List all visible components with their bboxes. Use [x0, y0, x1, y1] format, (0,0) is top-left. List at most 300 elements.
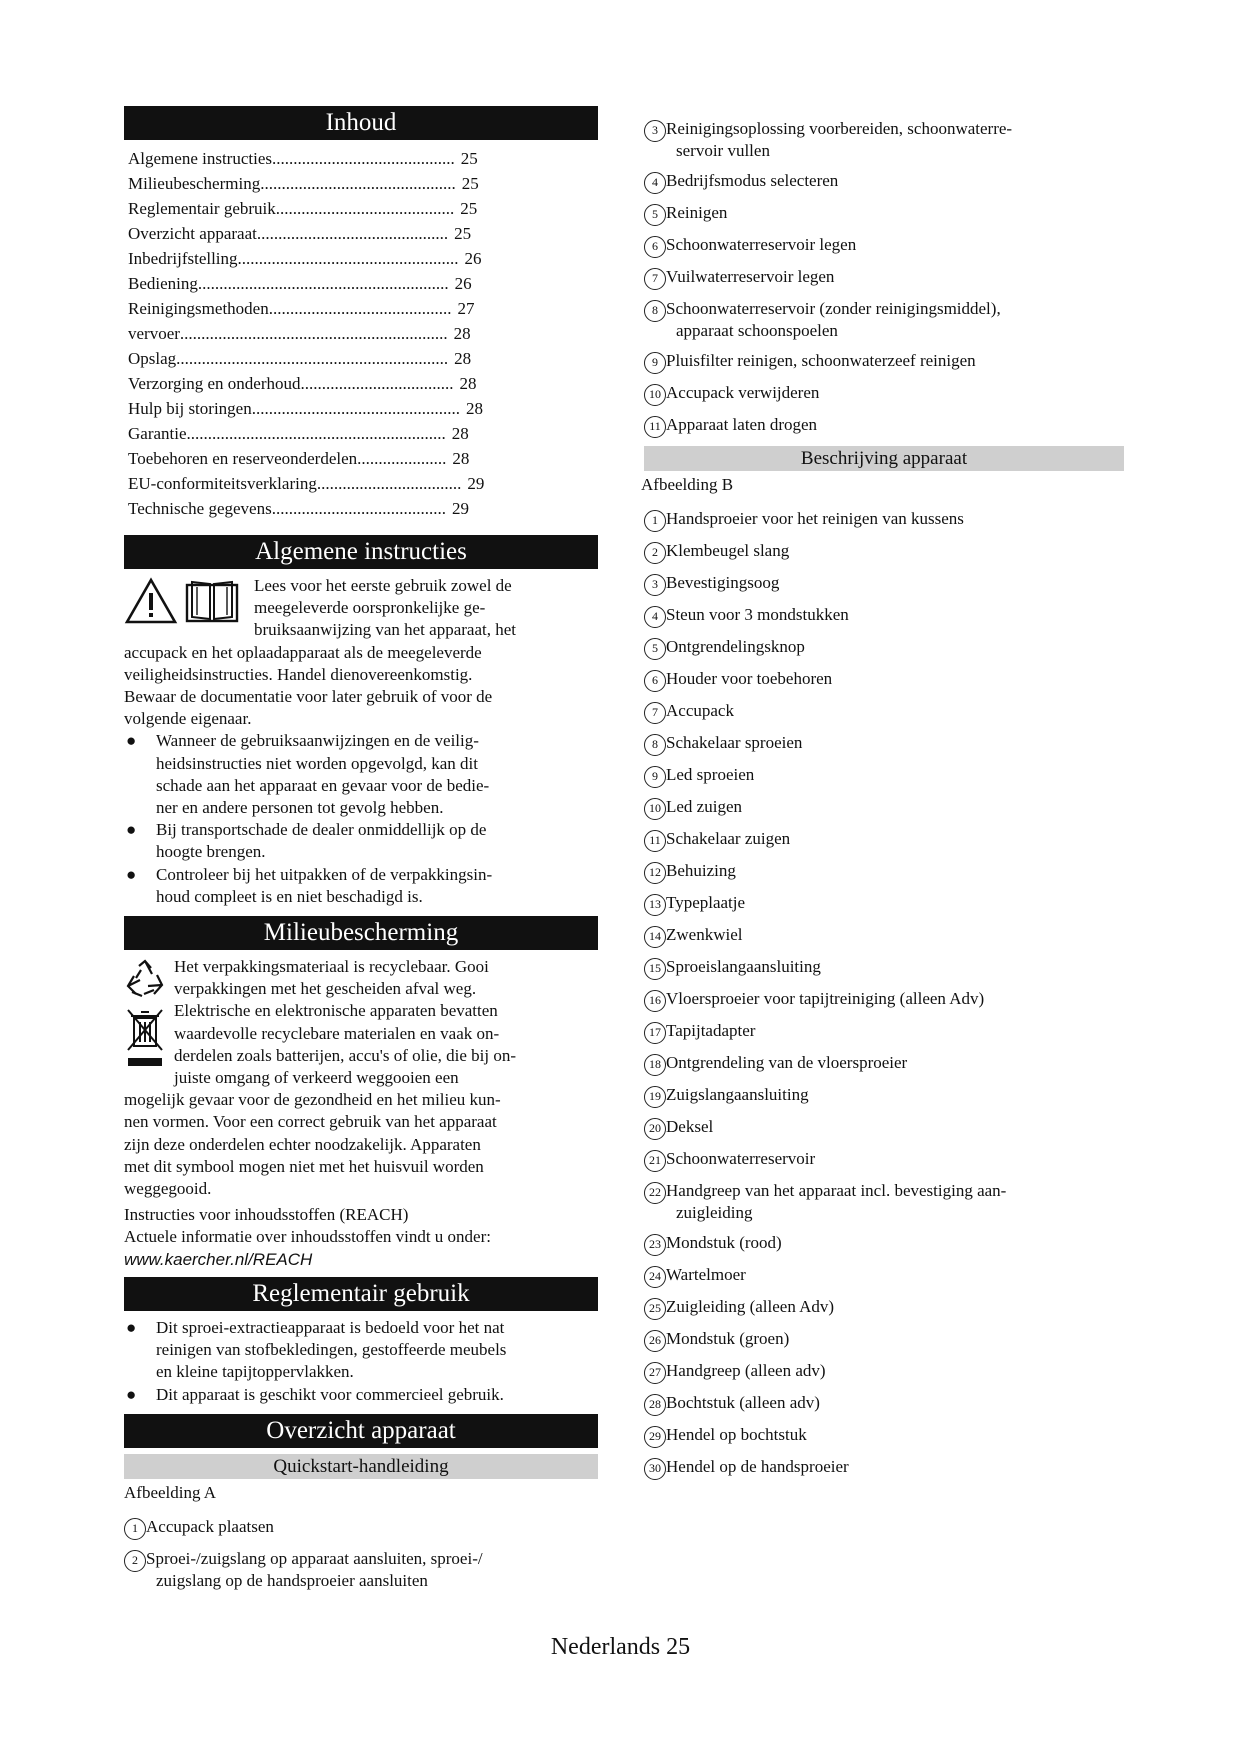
numbered-text [666, 572, 1124, 594]
milieu-heading: Milieubescherming [124, 916, 598, 950]
numbered-line: Schoonwaterreservoir [666, 1149, 816, 1168]
bullet-line: schade aan het apparaat en gevaar voor de bedie- [156, 775, 490, 795]
toc-entry [128, 421, 598, 446]
numbered-line: Mondstuk (groen) [666, 1329, 790, 1348]
toc-title: Overzicht apparaat [128, 224, 257, 243]
toc-title: Hulp bij storingen [128, 399, 252, 418]
toc-page: 28 [451, 424, 469, 443]
quickstart-steps-right [644, 118, 1124, 438]
number-badge: 15 [644, 958, 666, 980]
numbered-text [666, 234, 1124, 256]
numbered-item [644, 1392, 1124, 1416]
bullet-line: Controleer bij het uitpakken of de verpakkingsin- [156, 864, 493, 884]
number-badge: 19 [644, 1086, 666, 1108]
numbered-item [644, 828, 1124, 852]
numbered-item [644, 732, 1124, 756]
toc-entry [128, 221, 598, 246]
numbered-text [666, 202, 1124, 224]
toc-dots: .................................. [316, 474, 462, 493]
numbered-item [644, 860, 1124, 884]
toc-page: 26 [464, 249, 482, 268]
bullet-line: Wanneer de gebruiksaanwijzingen en de veilig- [156, 731, 479, 751]
figure-b-label: Afbeelding B [641, 475, 734, 494]
numbered-line: Ontgrendeling van de vloersproeier [666, 1053, 908, 1072]
bullet-dot: ● [126, 1384, 137, 1404]
numbered-line: Bochtstuk (alleen adv) [666, 1393, 820, 1412]
numbered-line: Zuigleiding (alleen Adv) [666, 1297, 835, 1316]
toc-title: EU-conformiteitsverklaring [128, 474, 317, 493]
figure-a-label: Afbeelding A [124, 1482, 217, 1502]
number-badge: 27 [644, 1362, 666, 1384]
number-badge: 7 [644, 702, 666, 724]
number-badge: 18 [644, 1054, 666, 1076]
text-line: nen vormen. Voor een correct gebruik van het apparaat [124, 1112, 497, 1132]
number-badge: 24 [644, 1266, 666, 1288]
numbered-line: Schoonwaterreservoir legen [666, 235, 857, 254]
toc-page: 28 [453, 324, 471, 343]
toc-page: 27 [457, 299, 475, 318]
table-of-contents [128, 146, 598, 521]
toc-title: Reinigingsmethoden [128, 299, 269, 318]
algemene-text [124, 642, 598, 731]
bullet-line: Dit apparaat is geschikt voor commercieel gebruik. [156, 1384, 504, 1404]
numbered-line: Accupack [666, 701, 734, 720]
number-badge: 8 [644, 300, 666, 322]
toc-entry [128, 496, 598, 521]
numbered-item [644, 1180, 1124, 1224]
quickstart-steps-left [124, 1516, 598, 1592]
toc-page: 25 [460, 199, 478, 218]
bullet-item [124, 864, 598, 908]
number-badge: 28 [644, 1394, 666, 1416]
numbered-line: Accupack plaatsen [146, 1516, 274, 1536]
numbered-text [666, 1052, 1124, 1074]
bullet-line: heidsinstructies niet worden opgevolgd, kan dit [156, 753, 478, 773]
numbered-line: Typeplaatje [666, 893, 746, 912]
text-line: Elektrische en elektronische apparaten bevatten [174, 1001, 498, 1021]
number-badge: 6 [644, 236, 666, 258]
right-column [641, 118, 1124, 1488]
numbered-item [644, 1052, 1124, 1076]
toc-entry [128, 296, 598, 321]
numbered-line: Handsproeier voor het reinigen van kussens [666, 509, 964, 528]
numbered-item [644, 988, 1124, 1012]
toc-dots: ........................................... [272, 149, 455, 168]
crossed-bin-icon [124, 1006, 166, 1068]
numbered-item [644, 1148, 1124, 1172]
number-badge: 1 [124, 1518, 146, 1540]
toc-page: 25 [454, 224, 472, 243]
numbered-line: Bevestigingsoog [666, 573, 780, 592]
number-badge: 8 [644, 734, 666, 756]
left-column [124, 106, 598, 1600]
numbered-line: Accupack verwijderen [666, 383, 820, 402]
number-badge: 3 [644, 120, 666, 142]
numbered-text [666, 604, 1124, 626]
toc-entry [128, 246, 598, 271]
numbered-item [124, 1548, 598, 1592]
numbered-line: Ontgrendelingsknop [666, 637, 805, 656]
bullet-line: en kleine tapijtoppervlakken. [156, 1362, 354, 1382]
toc-title: Inbedrijfstelling [128, 249, 238, 268]
numbered-line: Zwenkwiel [666, 925, 743, 944]
toc-title: Toebehoren en reserveonderdelen [128, 449, 358, 468]
bullet-dot: ● [126, 820, 137, 840]
number-badge: 9 [644, 766, 666, 788]
beschrijving-heading: Beschrijving apparaat [644, 446, 1124, 471]
numbered-item [644, 1116, 1124, 1140]
numbered-text [666, 796, 1124, 818]
numbered-line: Bedrijfsmodus selecteren [666, 171, 839, 190]
numbered-line: Handgreep van het apparaat incl. bevestiging aan- [666, 1181, 1007, 1200]
algemene-heading: Algemene instructies [124, 535, 598, 569]
text-line: veiligheidsinstructies. Handel dienovereenkomstig. [124, 664, 473, 684]
toc-page: 28 [465, 399, 483, 418]
number-badge: 30 [644, 1458, 666, 1480]
toc-title: Opslag [128, 349, 177, 368]
numbered-item [644, 266, 1124, 290]
number-badge: 1 [644, 510, 666, 532]
toc-page: 29 [451, 499, 469, 518]
number-badge: 4 [644, 606, 666, 628]
numbered-line: Handgreep (alleen adv) [666, 1361, 826, 1380]
toc-page: 29 [467, 474, 485, 493]
device-parts-list [644, 508, 1124, 1480]
numbered-item [644, 572, 1124, 596]
numbered-line: Hendel op de handsproeier [666, 1457, 849, 1476]
numbered-text [666, 508, 1124, 530]
numbered-item [124, 1516, 598, 1540]
numbered-text [666, 924, 1124, 946]
numbered-item [644, 202, 1124, 226]
numbered-text [666, 118, 1124, 162]
toc-dots: .................................................... [237, 249, 459, 268]
numbered-item [644, 1424, 1124, 1448]
numbered-text [666, 988, 1124, 1010]
numbered-text [666, 1296, 1124, 1318]
numbered-item [644, 1264, 1124, 1288]
numbered-item [644, 700, 1124, 724]
number-badge: 11 [644, 416, 666, 438]
bullet-item [124, 730, 598, 819]
toc-entry [128, 346, 598, 371]
bullet-item [124, 819, 598, 863]
numbered-text [666, 732, 1124, 754]
text-line: derdelen zoals batterijen, accu's of olie, die bij on- [174, 1045, 516, 1065]
numbered-text [666, 1328, 1124, 1350]
algemene-bullets [124, 730, 598, 908]
warning-triangle-icon [124, 577, 178, 625]
numbered-item [644, 1020, 1124, 1044]
toc-title: Technische gegevens [128, 499, 272, 518]
numbered-text [666, 298, 1124, 342]
numbered-text [666, 1392, 1124, 1414]
numbered-text [666, 828, 1124, 850]
numbered-item [644, 636, 1124, 660]
toc-page: 25 [461, 174, 479, 193]
bullet-text [156, 1384, 598, 1406]
numbered-item [644, 1084, 1124, 1108]
weee-text [174, 1000, 516, 1089]
numbered-line: Deksel [666, 1117, 714, 1136]
numbered-item [644, 382, 1124, 406]
number-badge: 17 [644, 1022, 666, 1044]
bullet-item [124, 1317, 598, 1384]
bullet-text [156, 819, 598, 863]
number-badge: 21 [644, 1150, 666, 1172]
toc-dots: ........................................................... [197, 274, 449, 293]
numbered-text [666, 382, 1124, 404]
numbered-item [644, 1232, 1124, 1256]
numbered-text [666, 1020, 1124, 1042]
text-line: verpakkingen met het gescheiden afval weg. [174, 979, 477, 999]
text-line: Bewaar de documentatie voor later gebruik of voor de [124, 687, 493, 707]
toc-dots: ............................................................... [179, 324, 448, 343]
number-badge: 3 [644, 574, 666, 596]
bullet-dot: ● [126, 1317, 137, 1337]
numbered-item [644, 540, 1124, 564]
toc-dots: .......................................... [275, 199, 455, 218]
number-badge: 14 [644, 926, 666, 948]
numbered-item [644, 668, 1124, 692]
numbered-text [666, 1084, 1124, 1106]
numbered-text [146, 1516, 598, 1538]
numbered-text [666, 414, 1124, 436]
reglementair-bullets [124, 1317, 598, 1406]
toc-title: Milieubescherming [128, 174, 261, 193]
toc-heading: Inhoud [124, 106, 598, 140]
numbered-item [644, 414, 1124, 438]
numbered-text [666, 956, 1124, 978]
numbered-line: Reinigingsoplossing voorbereiden, schoonwaterre- [666, 119, 1013, 138]
toc-entry [128, 321, 598, 346]
numbered-text [146, 1548, 598, 1592]
number-badge: 10 [644, 384, 666, 406]
text-line: waardevolle recyclebare materialen en vaak on- [174, 1023, 500, 1043]
numbered-line: Led sproeien [666, 765, 755, 784]
algemene-icons [124, 575, 240, 642]
page-footer: Nederlands 25 [550, 1634, 691, 1660]
toc-title: Algemene instructies [128, 149, 272, 168]
numbered-item [644, 350, 1124, 374]
numbered-text [666, 1360, 1124, 1382]
numbered-line: Reinigen [666, 203, 728, 222]
numbered-line: Schakelaar zuigen [666, 829, 791, 848]
toc-page: 25 [460, 149, 478, 168]
toc-dots: ............................................................. [186, 424, 446, 443]
text-line: mogelijk gevaar voor de gezondheid en het milieu kun- [124, 1090, 501, 1110]
number-badge: 23 [644, 1234, 666, 1256]
recycle-icon [124, 958, 166, 1000]
number-badge: 22 [644, 1182, 666, 1204]
number-badge: 5 [644, 204, 666, 226]
toc-entry [128, 196, 598, 221]
number-badge: 9 [644, 352, 666, 374]
bullet-dot: ● [126, 731, 137, 751]
number-badge: 13 [644, 894, 666, 916]
numbered-item [644, 1328, 1124, 1352]
number-badge: 20 [644, 1118, 666, 1140]
text-line: Het verpakkingsmateriaal is recyclebaar. Gooi [174, 957, 489, 977]
numbered-line: Tapijtadapter [666, 1021, 756, 1040]
numbered-text [666, 1148, 1124, 1170]
text-line: met dit symbool mogen niet met het huisvuil worden [124, 1156, 484, 1176]
toc-entry [128, 471, 598, 496]
numbered-text [666, 1456, 1124, 1478]
text-line: meegeleverde oorspronkelijke ge- [254, 598, 486, 618]
numbered-line: Schakelaar sproeien [666, 733, 803, 752]
toc-page: 26 [454, 274, 472, 293]
bullet-line: ner en andere personen tot gevolg hebben. [156, 798, 444, 818]
numbered-text [666, 892, 1124, 914]
toc-title: Garantie [128, 424, 187, 443]
numbered-line: apparaat schoonspoelen [676, 321, 838, 340]
numbered-item [644, 298, 1124, 342]
text-line: volgende eigenaar. [124, 709, 252, 729]
algemene-intro [124, 575, 598, 642]
numbered-item [644, 1360, 1124, 1384]
toc-dots: ................................................. [251, 399, 460, 418]
toc-dots: ........................................... [268, 299, 452, 318]
numbered-item [644, 796, 1124, 820]
milieu-icons [124, 956, 166, 1089]
bullet-line: reinigen van stofbekledingen, gestoffeerde meubels [156, 1340, 507, 1360]
numbered-text [666, 764, 1124, 786]
reach-url[interactable]: www.kaercher.nl/REACH [124, 1249, 313, 1269]
number-badge: 26 [644, 1330, 666, 1352]
numbered-text [666, 1232, 1124, 1254]
numbered-item [644, 170, 1124, 194]
bullet-line: Bij transportschade de dealer onmiddellijk op de [156, 820, 487, 840]
manual-book-icon [184, 577, 240, 625]
number-badge: 16 [644, 990, 666, 1012]
number-badge: 11 [644, 830, 666, 852]
toc-entry [128, 271, 598, 296]
bullet-line: houd compleet is en niet beschadigd is. [156, 886, 423, 906]
recycle-text [174, 956, 516, 1000]
numbered-line: Mondstuk (rood) [666, 1233, 782, 1252]
toc-title: Bediening [128, 274, 198, 293]
numbered-text [666, 668, 1124, 690]
text-line: zijn deze onderdelen echter noodzakelijk. Apparaten [124, 1134, 481, 1154]
toc-title: vervoer [128, 324, 180, 343]
text-line: bruiksaanwijzing van het apparaat, het [254, 620, 516, 640]
number-badge: 2 [644, 542, 666, 564]
number-badge: 2 [124, 1550, 146, 1572]
numbered-line: Klembeugel slang [666, 541, 790, 560]
numbered-text [666, 170, 1124, 192]
numbered-item [644, 956, 1124, 980]
numbered-line: Sproei-/zuigslang op apparaat aansluiten, sproei-/ [146, 1548, 483, 1568]
overzicht-heading: Overzicht apparaat [124, 1414, 598, 1448]
toc-entry [128, 146, 598, 171]
numbered-line: Schoonwaterreservoir (zonder reinigingsmiddel), [666, 299, 1001, 318]
numbered-line: Pluisfilter reinigen, schoonwaterzeef reinigen [666, 351, 976, 370]
toc-dots: ......................................... [271, 499, 446, 518]
numbered-line: Behuizing [666, 861, 736, 880]
number-badge: 29 [644, 1426, 666, 1448]
numbered-text [666, 636, 1124, 658]
numbered-line: Led zuigen [666, 797, 742, 816]
toc-dots: ............................................. [256, 224, 449, 243]
text-line: weggegooid. [124, 1179, 212, 1199]
toc-page: 28 [454, 349, 472, 368]
numbered-line: Zuigslangaansluiting [666, 1085, 809, 1104]
numbered-item [644, 892, 1124, 916]
numbered-text [666, 1180, 1124, 1224]
numbered-text [666, 1116, 1124, 1138]
numbered-line: zuigleiding [676, 1203, 753, 1222]
numbered-text [666, 1424, 1124, 1446]
text-line: Instructies voor inhoudsstoffen (REACH) [124, 1205, 409, 1225]
milieu-wrapped-text [174, 956, 516, 1089]
bullet-line: Dit sproei-extractieapparaat is bedoeld voor het nat [156, 1317, 505, 1337]
numbered-item [644, 1456, 1124, 1480]
numbered-item [644, 118, 1124, 162]
numbered-text [666, 540, 1124, 562]
bullet-text [156, 730, 598, 819]
milieu-block [124, 956, 598, 1089]
reglementair-heading: Reglementair gebruik [124, 1277, 598, 1311]
numbered-line: Wartelmoer [666, 1265, 746, 1284]
toc-entry [128, 371, 598, 396]
toc-title: Reglementair gebruik [128, 199, 276, 218]
numbered-line: Hendel op bochtstuk [666, 1425, 807, 1444]
numbered-line: Sproeislangaansluiting [666, 957, 821, 976]
text-line: Lees voor het eerste gebruik zowel de [254, 576, 512, 595]
toc-title: Verzorging en onderhoud [128, 374, 301, 393]
text-line: accupack en het oplaadapparaat als de meegeleverde [124, 642, 482, 662]
number-badge: 6 [644, 670, 666, 692]
numbered-item [644, 764, 1124, 788]
text-line: Actuele informatie over inhoudsstoffen vindt u onder: [124, 1227, 491, 1247]
numbered-line: Steun voor 3 mondstukken [666, 605, 849, 624]
weee-text-rest [124, 1089, 598, 1200]
toc-dots: .................................... [300, 374, 454, 393]
bullet-line: hoogte brengen. [156, 842, 266, 862]
numbered-text [666, 266, 1124, 288]
numbered-item [644, 1296, 1124, 1320]
number-badge: 5 [644, 638, 666, 660]
number-badge: 10 [644, 798, 666, 820]
toc-entry [128, 396, 598, 421]
numbered-item [644, 604, 1124, 628]
reach-text [124, 1204, 598, 1248]
numbered-line: servoir vullen [676, 141, 770, 160]
toc-page: 28 [459, 374, 477, 393]
number-badge: 12 [644, 862, 666, 884]
numbered-line: Apparaat laten drogen [666, 415, 818, 434]
numbered-item [644, 234, 1124, 258]
number-badge: 25 [644, 1298, 666, 1320]
bullet-text [156, 864, 598, 908]
text-line: juiste omgang of verkeerd weggooien een [174, 1068, 459, 1088]
numbered-line: zuigslang op de handsproeier aansluiten [156, 1570, 428, 1590]
bullet-text [156, 1317, 598, 1384]
algemene-intro-text [254, 575, 516, 642]
toc-entry [128, 171, 598, 196]
bullet-item [124, 1384, 598, 1406]
number-badge: 7 [644, 268, 666, 290]
quickstart-heading: Quickstart-handleiding [124, 1454, 598, 1479]
number-badge: 4 [644, 172, 666, 194]
numbered-line: Vuilwaterreservoir legen [666, 267, 835, 286]
numbered-text [666, 350, 1124, 372]
toc-entry [128, 446, 598, 471]
numbered-item [644, 924, 1124, 948]
numbered-text [666, 860, 1124, 882]
toc-dots: .............................................. [260, 174, 456, 193]
